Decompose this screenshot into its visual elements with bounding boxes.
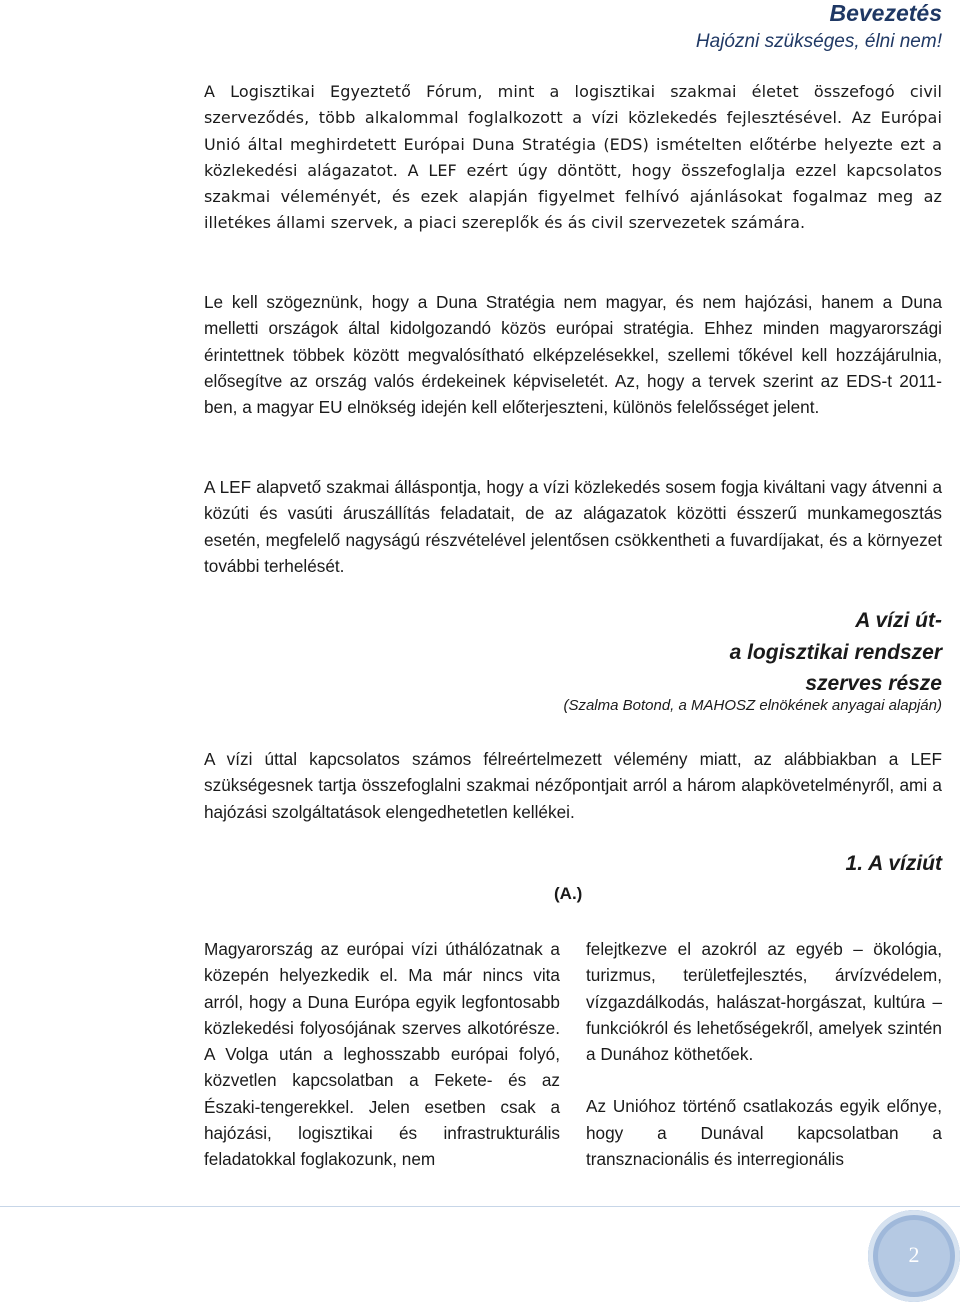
intro-paragraph-1: A Logisztikai Egyeztető Fórum, mint a logisztikai szakmai életet összefogó civil szerveződés, több alkalommal foglalkozott a vízi közlekedés fejlesztésével. Az Európai Unió által meghirdetett Európai Duna Stratégia (EDS) ismételten előtérbe helyezte ezt a közlekedési alágazatot. A LEF ezért úgy döntött, hogy összefoglalja ezzel kapcsolatos szakmai véleményét, és ezek alapján figyelmet felhívó ajánlásokat fogalmaz meg az illetékes állami szervek, a piaci szereplők és ás civil szervezetek számára. [204, 82, 942, 233]
footer-divider [0, 1206, 960, 1207]
section-title-line-3: szerves része [805, 672, 942, 695]
page-subtitle: Hajózni szükséges, élni nem! [695, 31, 942, 52]
section-title-line-2: a logisztikai rendszer [729, 641, 942, 664]
page-number-badge [868, 1210, 960, 1302]
intro-paragraph-3: A LEF alapvető szakmai álláspontja, hogy a vízi közlekedés sosem fogja kiváltani vagy átvenni a közúti és vasúti áruszállítás feladatait, de az alágazatok közötti ésszerű munkamegosztás esetén, megfelelő nagyságú részvételével jelentősen csökkentheti a fuvardíjakat, és a környezet további terhelését. [204, 477, 942, 576]
section-title-line-1: A vízi út- [855, 609, 942, 632]
left-column-text: Magyarország az európai vízi úthálózatnak a közepén helyezkedik el. Ma már nincs vita arról, hogy a Duna Európa egyik legfontosabb közlekedési folyosójának szerves alkotórésze. A Volga után a leghosszabb európai folyó, közvetlen kapcsolatban a Fekete- és az Északi-tengerekkel. Jelen esetben csak a hajózási, logisztikai és infrastrukturális feladatokkal foglakozunk, nem [204, 939, 560, 1170]
subsection-heading: 1. A víziút [845, 852, 942, 875]
right-column-paragraph-1: felejtkezve el azokról az egyéb – ökológia, turizmus, területfejlesztés, árvízvédelem, vízgazdálkodás, halászat-horgászat, kultúra – funkciókról és lehetőségekről, amelyek szintén a Dunához köthetőek. [586, 939, 942, 1065]
page-number: 2 [908, 1242, 920, 1267]
page-title: Bevezetés [829, 0, 942, 26]
intro-paragraph-2: Le kell szögeznünk, hogy a Duna Stratégia nem magyar, és nem hajózási, hanem a Duna melletti országok által kidolgozandó közös európai stratégia. Ehhez minden magyarországi érintettnek többek között megvalósítható elképzelésekkel, szellemi tőkével kell hozzájárulnia, elősegítve az ország valós érdekeinek képviseletét. Az, hogy a tervek szerint az EDS-t 2011-ben, a magyar EU elnökség idején kell előterjeszteni, különös felelősséget jelent. [204, 292, 942, 418]
left-column [204, 936, 560, 1173]
subsection-label: (A.) [554, 884, 583, 903]
right-column-paragraph-2: Az Unióhoz történő csatlakozás egyik előnye, hogy a Dunával kapcsolatban a transznacionális és interregionális [586, 1096, 942, 1170]
section-source: (Szalma Botond, a MAHOSZ elnökének anyagai alapján) [563, 697, 942, 714]
right-column [586, 936, 942, 1172]
section-intro-paragraph: A vízi úttal kapcsolatos számos félreértelmezett vélemény miatt, az alábbiakban a LEF szükségesnek tartja összefoglalni szakmai nézőpontjait arról a három alapkövetelményről, ami a hajózási szolgáltatások elengedhetetlen kellékei. [204, 749, 942, 822]
